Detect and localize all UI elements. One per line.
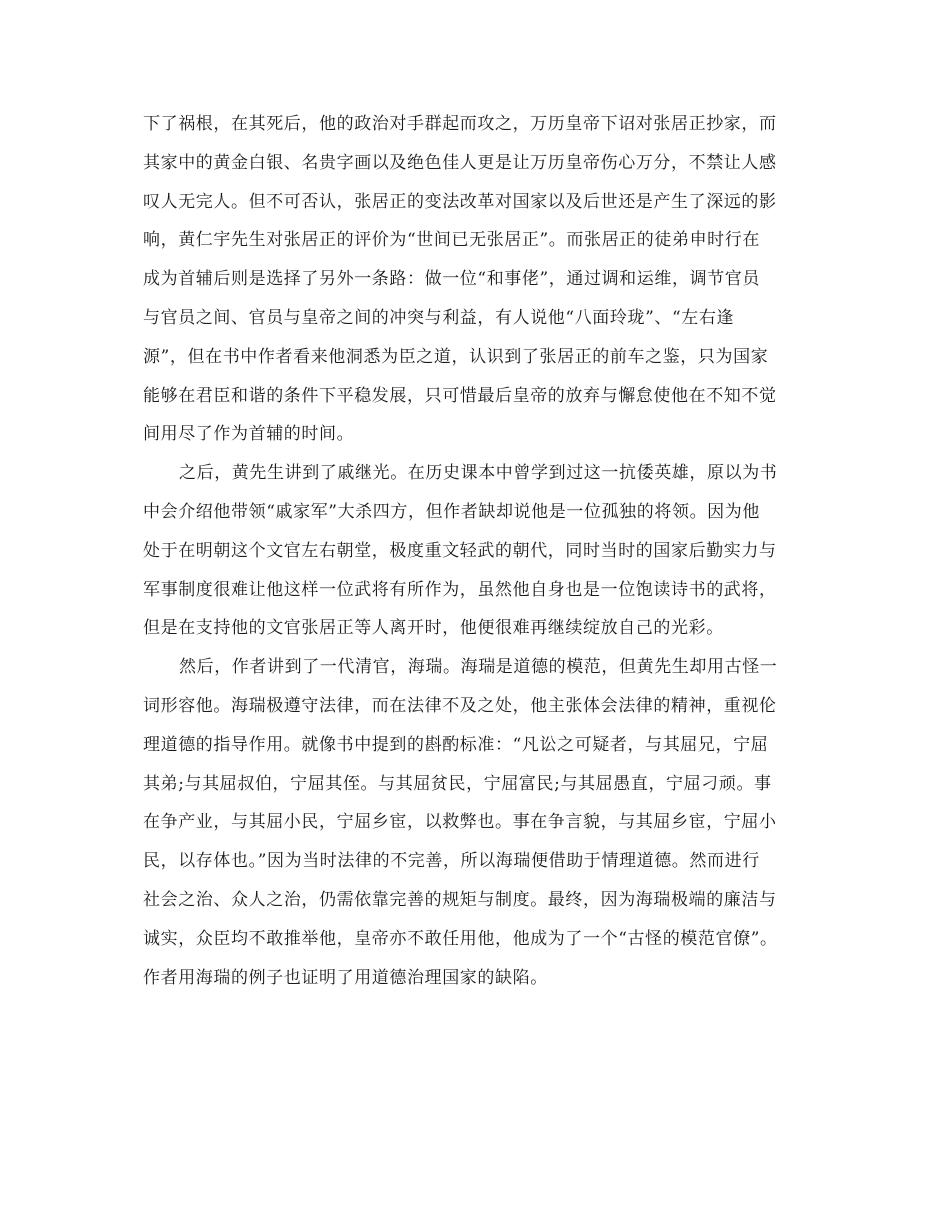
paragraph-1-line-6: 与官员之间、官员与皇帝之间的冲突与利益，有人说他“八面玲珑”、“左右逢 <box>143 307 735 328</box>
paragraph-2-line-5: 但是在支持他的文官张居正等人离开时，他便很难再继续绽放自己的光彩。 <box>143 618 724 639</box>
paragraph-1-line-9: 间用尽了作为首辅的时间。 <box>143 424 355 445</box>
paragraph-1-line-8: 能够在君臣和谐的条件下平稳发展，只可惜最后皇帝的放弃与懈怠使他在不知不觉 <box>143 385 777 406</box>
paragraph-3-line-9: 作者用海瑞的例子也证明了用道德治理国家的缺陷。 <box>143 967 548 988</box>
paragraph-3-line-7: 社会之治、众人之治，仍需依靠完善的规矩与制度。最终，因为海瑞极端的廉洁与 <box>143 889 777 910</box>
paragraph-1-line-1: 下了祸根，在其死后，他的政治对手群起而攻之，万历皇帝下诏对张居正抄家，而 <box>143 114 777 134</box>
paragraph-3-line-8: 诚实，众臣均不敢推举他，皇帝亦不敢任用他，他成为了一个“古怪的模范官僚”。 <box>143 928 778 949</box>
paragraph-1-line-4: 响，黄仁宇先生对张居正的评价为“世间已无张居正”。而张居正的徒弟申时行在 <box>143 230 760 251</box>
paragraph-3-line-1: 然后，作者讲到了一代清官，海瑞。海瑞是道德的模范，但黄先生却用古怪一 <box>179 657 778 678</box>
paragraph-1-line-7: 源”，但在书中作者看来他洞悉为臣之道，认识到了张居正的前车之鉴，只为国家 <box>143 346 769 367</box>
paragraph-2-line-4: 军事制度很难让他这样一位武将有所作为，虽然他自身也是一位饱读诗书的武将， <box>143 579 777 600</box>
paragraph-3-line-6: 民，以存体也。”因为当时法律的不完善，所以海瑞便借助于情理道德。然而进行 <box>143 851 760 872</box>
paragraph-3-line-5: 在争产业，与其屈小民，宁屈乡宦，以救弊也。事在争言貌，与其屈乡宦，宁屈小 <box>143 812 777 833</box>
paragraph-2-line-1: 之后，黄先生讲到了戚继光。在历史课本中曾学到过这一抗倭英雄，原以为书 <box>179 463 778 484</box>
paragraph-1-line-5: 成为首辅后则是选择了另外一条路：做一位“和事佬”，通过调和运维，调节官员 <box>143 269 760 290</box>
paragraph-2-line-3: 处于在明朝这个文官左右朝堂，极度重文轻武的朝代，同时当时的国家后勤实力与 <box>143 540 777 561</box>
paragraph-3-line-4: 其弟;与其屈叔伯，宁屈其侄。与其屈贫民，宁屈富民;与其屈愚直，宁屈刁顽。事 <box>143 773 772 794</box>
paragraph-3-line-3: 理道德的指导作用。就像书中提到的斟酌标准：“凡讼之可疑者，与其屈兄，宁屈 <box>143 734 769 755</box>
paragraph-3-line-2: 词形容他。海瑞极遵守法律，而在法律不及之处，他主张体会法律的精神，重视伦 <box>143 695 777 716</box>
document-body <box>143 105 823 997</box>
paragraph-1-line-2: 其家中的黄金白银、名贵字画以及绝色佳人更是让万历皇帝伤心万分，不禁让人感 <box>143 152 777 173</box>
paragraph-2-line-2: 中会介绍他带领“戚家军”大杀四方，但作者缺却说他是一位孤独的将领。因为他 <box>143 501 760 522</box>
paragraph-1-line-3: 叹人无完人。但不可否认，张居正的变法改革对国家以及后世还是产生了深远的影 <box>143 191 777 212</box>
